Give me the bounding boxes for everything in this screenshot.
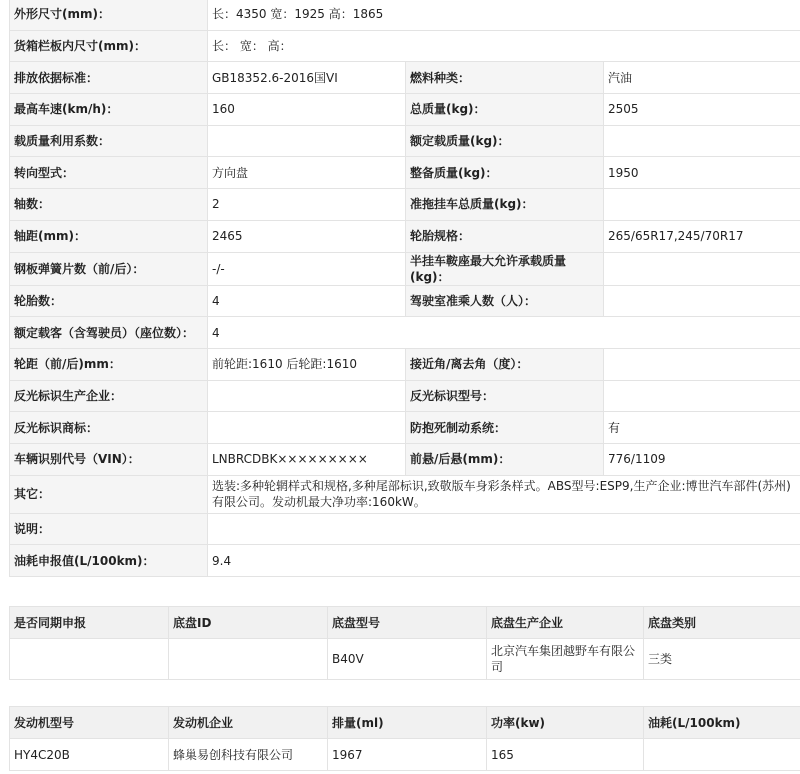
spec-value: 4 xyxy=(208,317,800,349)
spec-label: 额定载客（含驾驶员）（座位数）： xyxy=(10,317,208,349)
spec-label: 轴数： xyxy=(10,189,208,221)
spec-row xyxy=(10,317,800,349)
engine-header-cell: 排量(ml) xyxy=(328,707,487,739)
spec-row xyxy=(10,443,800,475)
spec-label: 反光标识生产企业： xyxy=(10,380,208,412)
spec-row xyxy=(10,189,800,221)
spec-label: 反光标识型号： xyxy=(406,380,604,412)
spec-label: 轮距（前/后)mm： xyxy=(10,348,208,380)
spec-value xyxy=(604,189,800,221)
engine-header-cell: 发动机企业 xyxy=(169,707,328,739)
spec-value xyxy=(604,348,800,380)
engine-cell: 1967 xyxy=(328,739,487,771)
vehicle-spec-table xyxy=(9,0,800,577)
spec-row xyxy=(10,380,800,412)
spec-label: 轴距(mm)： xyxy=(10,220,208,252)
engine-header-row xyxy=(10,707,800,739)
spec-label: 车辆识别代号（VIN）： xyxy=(10,443,208,475)
spec-value xyxy=(208,513,800,545)
spec-value xyxy=(604,380,800,412)
spec-label: 货箱栏板内尺寸(mm)： xyxy=(10,30,208,62)
chassis-cell xyxy=(10,639,169,680)
spec-row xyxy=(10,252,800,285)
chassis-cell: 三类 xyxy=(644,639,800,680)
spec-value: 9.4 xyxy=(208,545,800,577)
spec-label: 额定载质量(kg)： xyxy=(406,125,604,157)
spec-row xyxy=(10,94,800,126)
spec-label: 整备质量(kg)： xyxy=(406,157,604,189)
chassis-data-row xyxy=(10,639,800,680)
spec-value xyxy=(604,285,800,317)
spec-value: 2 xyxy=(208,189,406,221)
spec-label: 燃料种类： xyxy=(406,62,604,94)
spec-label: 轮胎规格： xyxy=(406,220,604,252)
engine-header-cell: 油耗(L/100km) xyxy=(644,707,800,739)
spec-label: 半挂车鞍座最大允许承载质量(kg)： xyxy=(406,252,604,285)
spec-label: 总质量(kg)： xyxy=(406,94,604,126)
spec-value: 长： 宽： 高： xyxy=(208,30,800,62)
spec-row xyxy=(10,62,800,94)
spec-value: 2465 xyxy=(208,220,406,252)
spec-label: 排放依据标准： xyxy=(10,62,208,94)
engine-table xyxy=(9,706,800,771)
spec-value: 160 xyxy=(208,94,406,126)
chassis-cell: B40V xyxy=(328,639,487,680)
engine-cell xyxy=(644,739,800,771)
chassis-header-cell: 底盘ID xyxy=(169,607,328,639)
spec-row xyxy=(10,220,800,252)
engine-header-cell: 发动机型号 xyxy=(10,707,169,739)
spec-label: 油耗申报值(L/100km)： xyxy=(10,545,208,577)
spec-row xyxy=(10,30,800,62)
spec-value: 长：4350 宽：1925 高：1865 xyxy=(208,0,800,30)
spec-row xyxy=(10,545,800,577)
spec-value xyxy=(604,125,800,157)
engine-cell: 蜂巢易创科技有限公司 xyxy=(169,739,328,771)
spec-label: 驾驶室准乘人数（人）： xyxy=(406,285,604,317)
spec-row xyxy=(10,513,800,545)
spec-value: 前轮距:1610 后轮距:1610 xyxy=(208,348,406,380)
chassis-cell xyxy=(169,639,328,680)
spec-row xyxy=(10,348,800,380)
engine-header-cell: 功率(kw) xyxy=(487,707,644,739)
spec-value: 汽油 xyxy=(604,62,800,94)
spec-value: 选装:多种轮辋样式和规格,多种尾部标识,致敬版车身彩条样式。ABS型号:ESP9,生产企业:博世汽车部件(苏州)有限公司。发动机最大净功率:160kW。 xyxy=(208,475,800,513)
spec-value: 2505 xyxy=(604,94,800,126)
spec-value: -/- xyxy=(208,252,406,285)
engine-data-row xyxy=(10,739,800,771)
spec-value: LNBRCDBK××××××××× xyxy=(208,443,406,475)
engine-cell: 165 xyxy=(487,739,644,771)
spec-value: 1950 xyxy=(604,157,800,189)
spec-value: 4 xyxy=(208,285,406,317)
spec-label: 接近角/离去角（度）： xyxy=(406,348,604,380)
spec-label: 反光标识商标： xyxy=(10,412,208,444)
spec-value: 有 xyxy=(604,412,800,444)
spec-row xyxy=(10,157,800,189)
spec-row xyxy=(10,475,800,513)
chassis-header-cell: 底盘生产企业 xyxy=(487,607,644,639)
spec-value xyxy=(208,380,406,412)
chassis-header-cell: 底盘型号 xyxy=(328,607,487,639)
spec-value xyxy=(604,252,800,285)
chassis-header-cell: 是否同期申报 xyxy=(10,607,169,639)
spec-label: 转向型式： xyxy=(10,157,208,189)
spec-label: 最高车速(km/h)： xyxy=(10,94,208,126)
spec-value xyxy=(208,412,406,444)
spec-label: 准拖挂车总质量(kg)： xyxy=(406,189,604,221)
spec-row xyxy=(10,125,800,157)
spec-value xyxy=(208,125,406,157)
chassis-table xyxy=(9,606,800,680)
spec-value: 265/65R17,245/70R17 xyxy=(604,220,800,252)
spec-label: 防抱死制动系统： xyxy=(406,412,604,444)
spec-label: 外形尺寸(mm)： xyxy=(10,0,208,30)
spec-label: 其它： xyxy=(10,475,208,513)
spec-label: 载质量利用系数： xyxy=(10,125,208,157)
spec-label: 钢板弹簧片数（前/后）： xyxy=(10,252,208,285)
spec-row xyxy=(10,285,800,317)
spec-row xyxy=(10,412,800,444)
chassis-header-cell: 底盘类别 xyxy=(644,607,800,639)
chassis-header-row xyxy=(10,607,800,639)
spec-label: 轮胎数： xyxy=(10,285,208,317)
spec-label: 前悬/后悬(mm)： xyxy=(406,443,604,475)
spec-value: GB18352.6-2016国VI xyxy=(208,62,406,94)
spec-label: 说明： xyxy=(10,513,208,545)
spec-row xyxy=(10,0,800,30)
spec-value: 776/1109 xyxy=(604,443,800,475)
chassis-cell: 北京汽车集团越野车有限公司 xyxy=(487,639,644,680)
spec-value: 方向盘 xyxy=(208,157,406,189)
engine-cell: HY4C20B xyxy=(10,739,169,771)
